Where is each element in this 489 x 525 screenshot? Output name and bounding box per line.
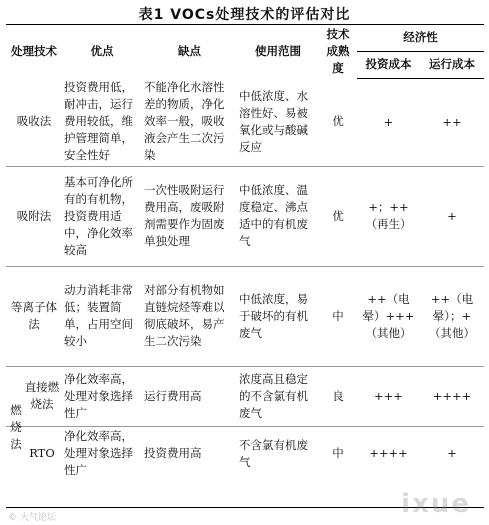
row-maturity: 优 [319,166,357,266]
row-scope: 中低浓度，易于破坏的有机废气 [237,266,319,366]
row-maturity: 优 [332,114,344,129]
table-row [6,366,484,426]
watermark: ixue [401,489,471,519]
row-pros: 净化效率高，处理对象选择性广 [62,366,142,426]
row-maturity: 良 [319,366,357,426]
header-invest: 投资成本 [357,51,420,78]
row-cons: 对部分有机物如直链烷烃等难以彻底破坏，易产生二次污染 [142,266,237,366]
table-row [6,78,484,166]
header-pros: 优点 [62,25,142,79]
comparison-table [6,24,484,481]
row-tech: 吸收法 [16,114,52,129]
header-row [6,25,484,52]
row-cons: 投资费用高 [142,426,237,481]
row-tech: 等离子体法 [6,266,62,366]
header-run: 运行成本 [420,51,484,78]
row-run: ++（电晕）；+（其他） [420,266,484,366]
row-run: + [420,426,484,481]
row-invest: +；++（再生） [357,166,420,266]
row-pros: 基本可净化所有的有机物，投资费用适中，净化效率较高 [62,166,142,266]
row-maturity: 中 [319,426,357,481]
row-run: + [420,166,484,266]
header-cons: 缺点 [142,25,237,79]
row-invest: + [383,114,394,129]
row-invest: ++（电晕）+++（其他） [357,266,420,366]
row-tech: RTO [29,446,55,461]
header-tech: 处理技术 [6,25,62,79]
table-row [6,266,484,366]
table-title: 表1 VOCs处理技术的评估对比 [138,7,351,23]
row-cons: 一次性吸附运行费用高，废吸附剂需要作为固废单独处理 [142,166,237,266]
row-pros: 动力消耗非常低；装置简单，占用空间较小 [62,266,142,366]
row-pros: 净化效率高，处理对象选择性广 [62,426,142,481]
header-maturity: 技术成熟度 [319,25,357,79]
header-economy: 经济性 [357,25,484,52]
row-tech: 直接燃烧法 [24,380,60,411]
table-row [6,166,484,266]
row-cons: 不能净化水溶性差的物质，净化效率一般，吸收液会产生二次污染 [144,80,225,163]
row-tech: 吸附法 [6,166,62,266]
row-invest: +++ [357,366,420,426]
watermark-left: © 大气论坛 [8,513,56,523]
row-scope: 浓度高且稳定的不含氯有机废气 [237,366,319,426]
row-scope: 中低浓度、温度稳定、沸点适中的有机废气 [237,166,319,266]
row-run: ++ [442,114,462,129]
row-run: ++++ [420,366,484,426]
row-invest: ++++ [357,426,420,481]
row-maturity: 中 [319,266,357,366]
header-scope: 使用范围 [237,25,319,79]
row-scope: 中低浓度、水溶性好、易被氧化或与酸碱反应 [239,88,308,154]
row-scope: 不含氯有机废气 [237,426,319,481]
table-row [6,426,484,481]
row-cons: 运行费用高 [142,366,237,426]
combustion-group-label: 燃烧法 [10,403,22,451]
row-pros: 投资费用低，耐冲击，运行费用较低，维护管理简单，安全性好 [64,80,133,163]
